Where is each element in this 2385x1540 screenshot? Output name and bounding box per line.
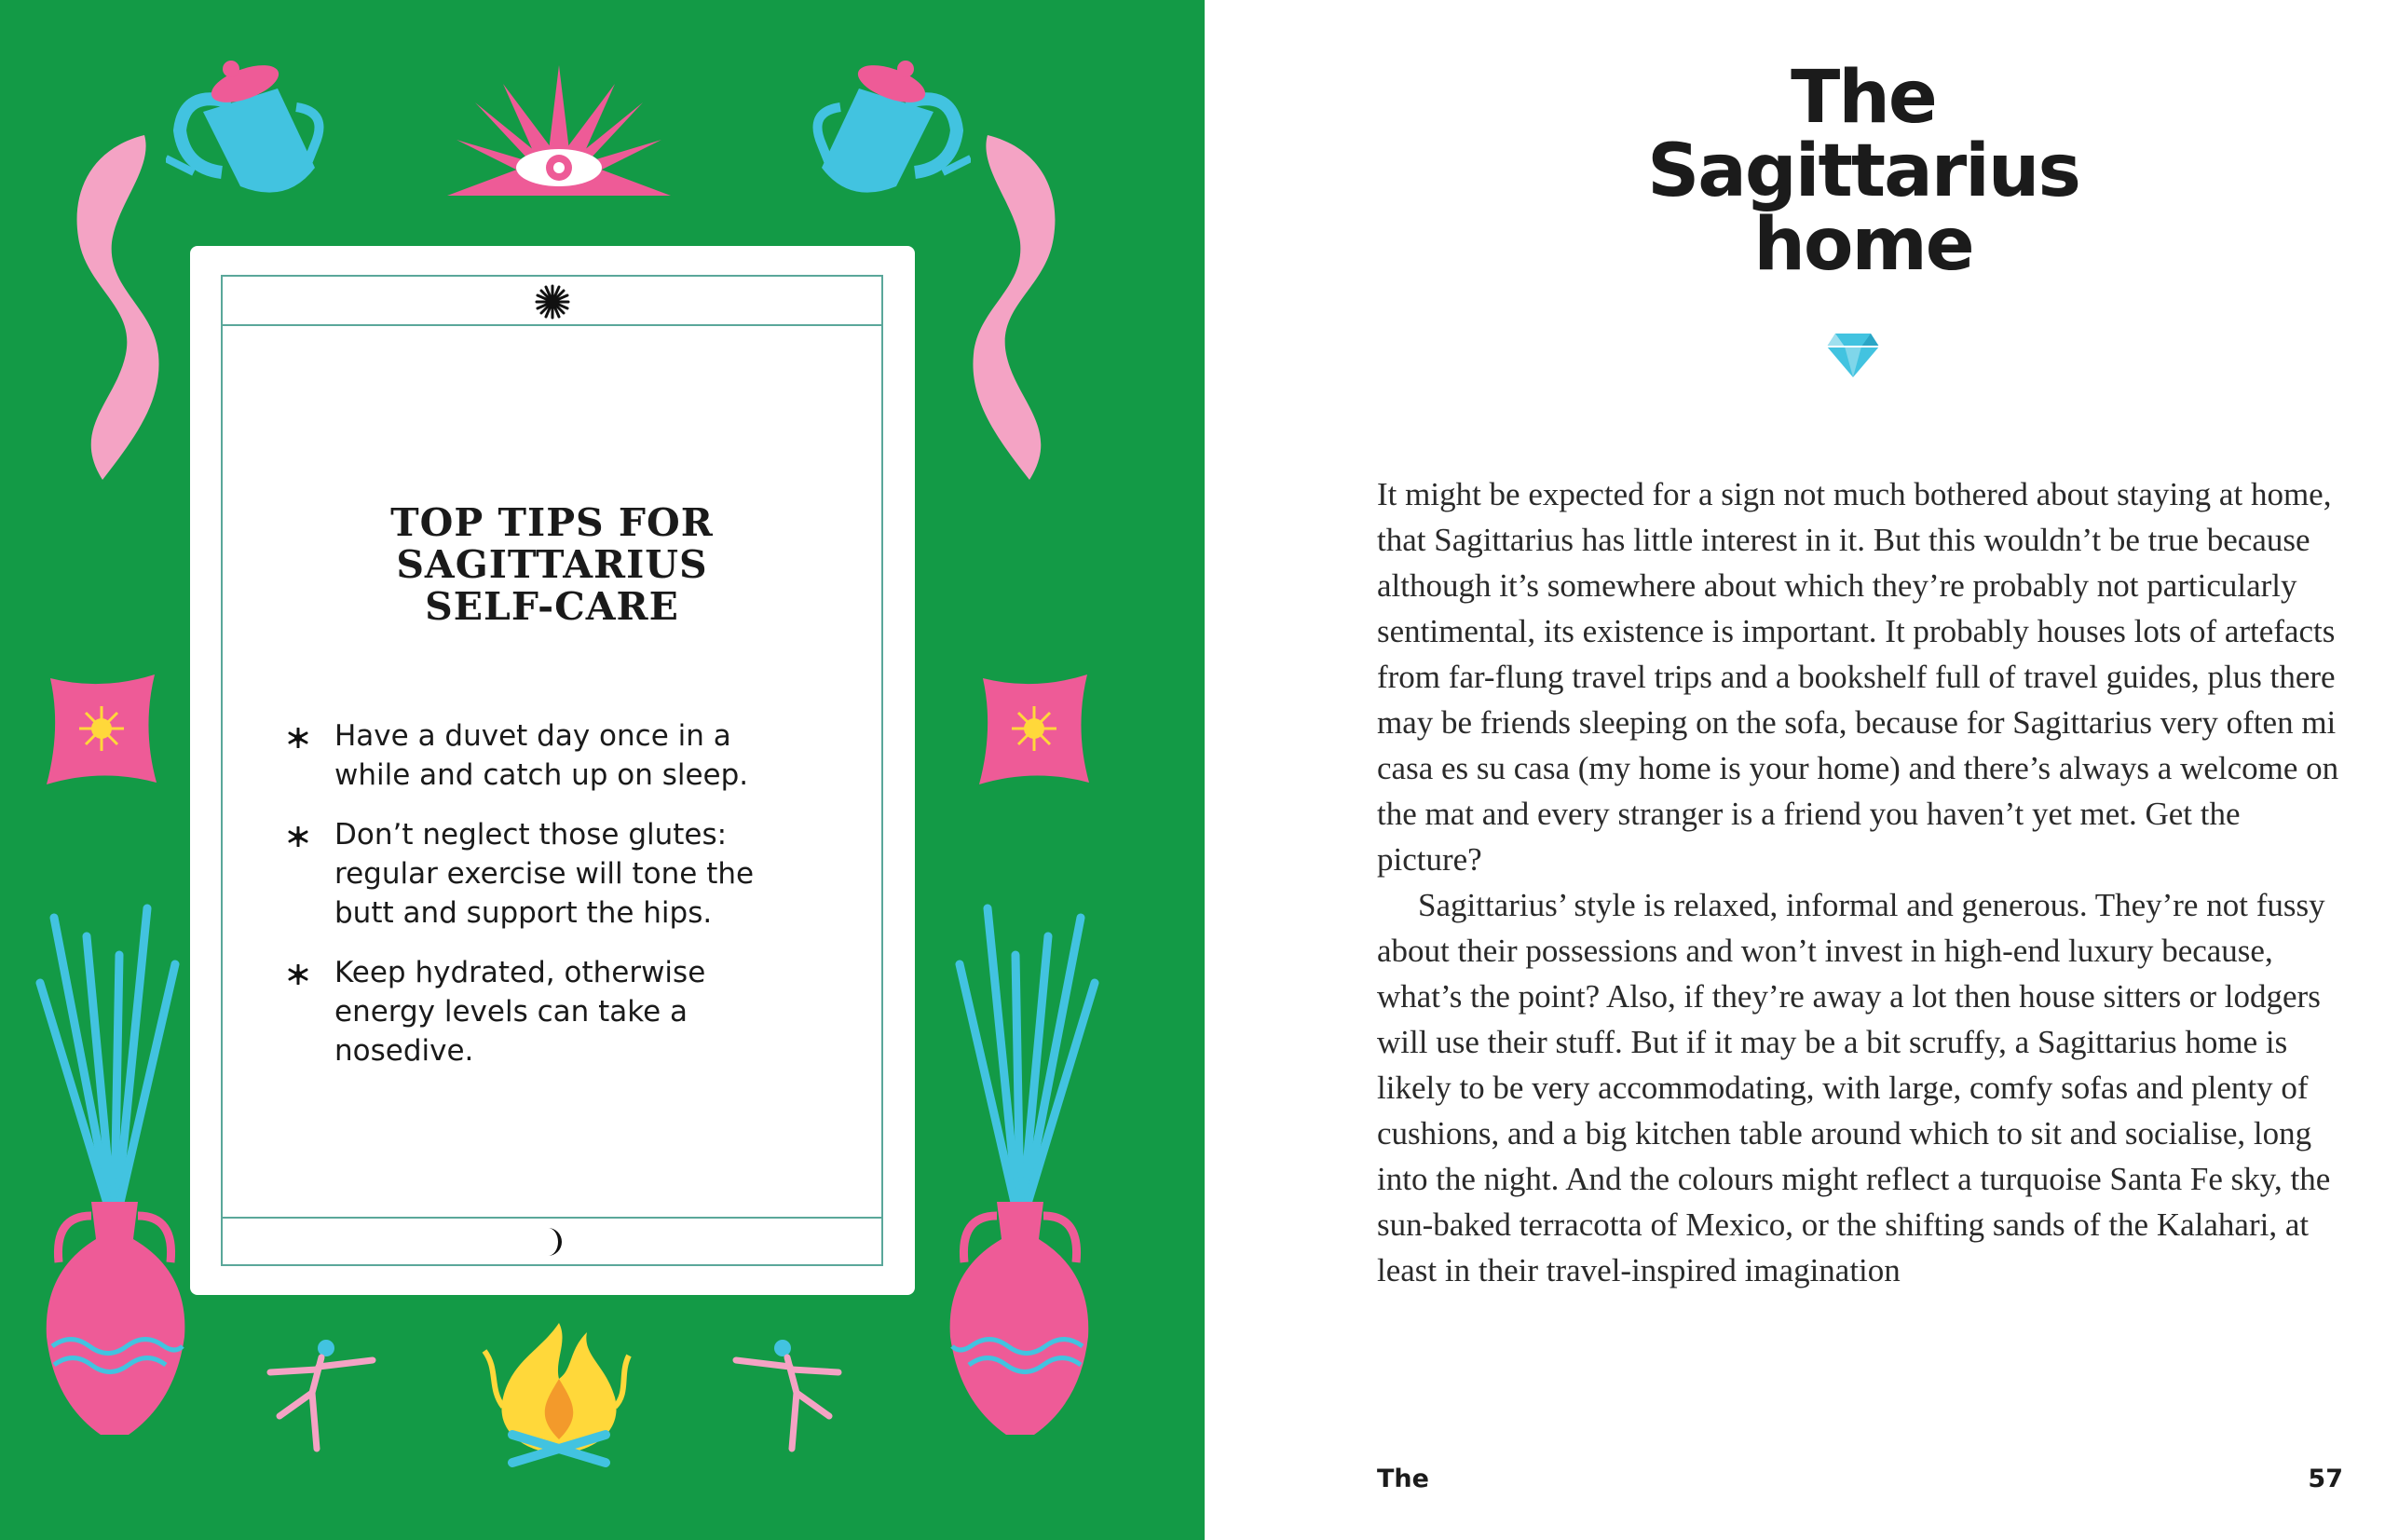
teapot-right-illustration [803, 56, 971, 200]
crescent-moon-icon [537, 1226, 568, 1258]
dancer-left-illustration [261, 1337, 382, 1453]
page-number: 57 [2308, 1465, 2343, 1493]
wavy-flame-left-illustration [51, 130, 163, 484]
dancer-right-illustration [727, 1337, 848, 1453]
card-frame [221, 275, 883, 1266]
cushion-left-illustration [41, 671, 162, 787]
page-title-line-2: Sagittarius [1647, 129, 2079, 213]
body-paragraph: Sagittarius’ style is relaxed, informal and generous. They’re not fussy about their possessions and won’t invest in high-end luxury because, what’s the point? Also, if they’re away a lot then house sitters or lodgers will use their stuff. But if it may be a bit scruffy, a Sagittarius home is likely to be very accommodating, with large, comfy sofas and plenty of cushions, and a big kitchen table around which to sit and socialise, long into the night. And the colours might reflect a turquoise Santa Fe sky, the sun-baked terracotta of Mexico, or the shifting sands of the Kalahari, at least in their travel-inspired imagination [1377, 887, 2331, 1288]
star-bullet-icon [288, 728, 308, 748]
tip-text: Have a duvet day once in a while and catch up on sleep. [334, 719, 749, 792]
teapot-left-illustration [166, 56, 334, 200]
plant-vase-right-illustration [941, 899, 1099, 1439]
tips-title [223, 502, 881, 628]
tip-item [288, 815, 810, 933]
campfire-illustration [466, 1314, 652, 1472]
tips-title-line-3: SELF-CARE [425, 584, 679, 629]
tips-title-line-1: TOP TIPS FOR [390, 500, 714, 545]
tip-text: Don’t neglect those glutes: regular exercise will tone the butt and support the hips. [334, 818, 755, 930]
tips-title-line-2: SAGITTARIUS [396, 542, 708, 587]
diamond-icon [1826, 332, 1880, 378]
body-text [1377, 471, 2346, 1293]
tips-list [288, 716, 810, 1091]
wavy-flame-right-illustration [969, 130, 1081, 484]
card-top-band [223, 277, 881, 326]
card-bottom-band [223, 1217, 881, 1264]
running-head: The [1377, 1465, 1429, 1493]
page-title-line-3: home [1753, 203, 1973, 287]
page-title-line-1: The [1791, 56, 1936, 140]
body-paragraph: It might be expected for a sign not much bothered about staying at home, that Sagittarius has little interest in it. But this wouldn’t be true because although it’s somewhere about which they’re probably not particularly sentimental, its existence is important. It probably houses lots of artefacts from far-flung travel trips and a bookshelf full of travel guides, plus there may be friends sleeping on the sofa, because for Sagittarius very often mi casa es su casa (my home is your home) and there’s always a welcome on the mat and every stranger is a friend you haven’t yet met. Get the picture? [1377, 476, 2339, 878]
star-bullet-icon [288, 964, 308, 985]
plant-vase-left-illustration [35, 899, 194, 1439]
tip-item [288, 953, 810, 1070]
page-title [1584, 56, 2143, 287]
self-care-tips-card [190, 246, 915, 1295]
cushion-right-illustration [974, 671, 1095, 787]
star-burst-icon [535, 284, 570, 320]
tip-text: Keep hydrated, otherwise energy levels can take a nosedive. [334, 956, 706, 1068]
star-bullet-icon [288, 826, 308, 847]
eye-sunburst-illustration [447, 65, 671, 205]
tip-item [288, 716, 810, 795]
